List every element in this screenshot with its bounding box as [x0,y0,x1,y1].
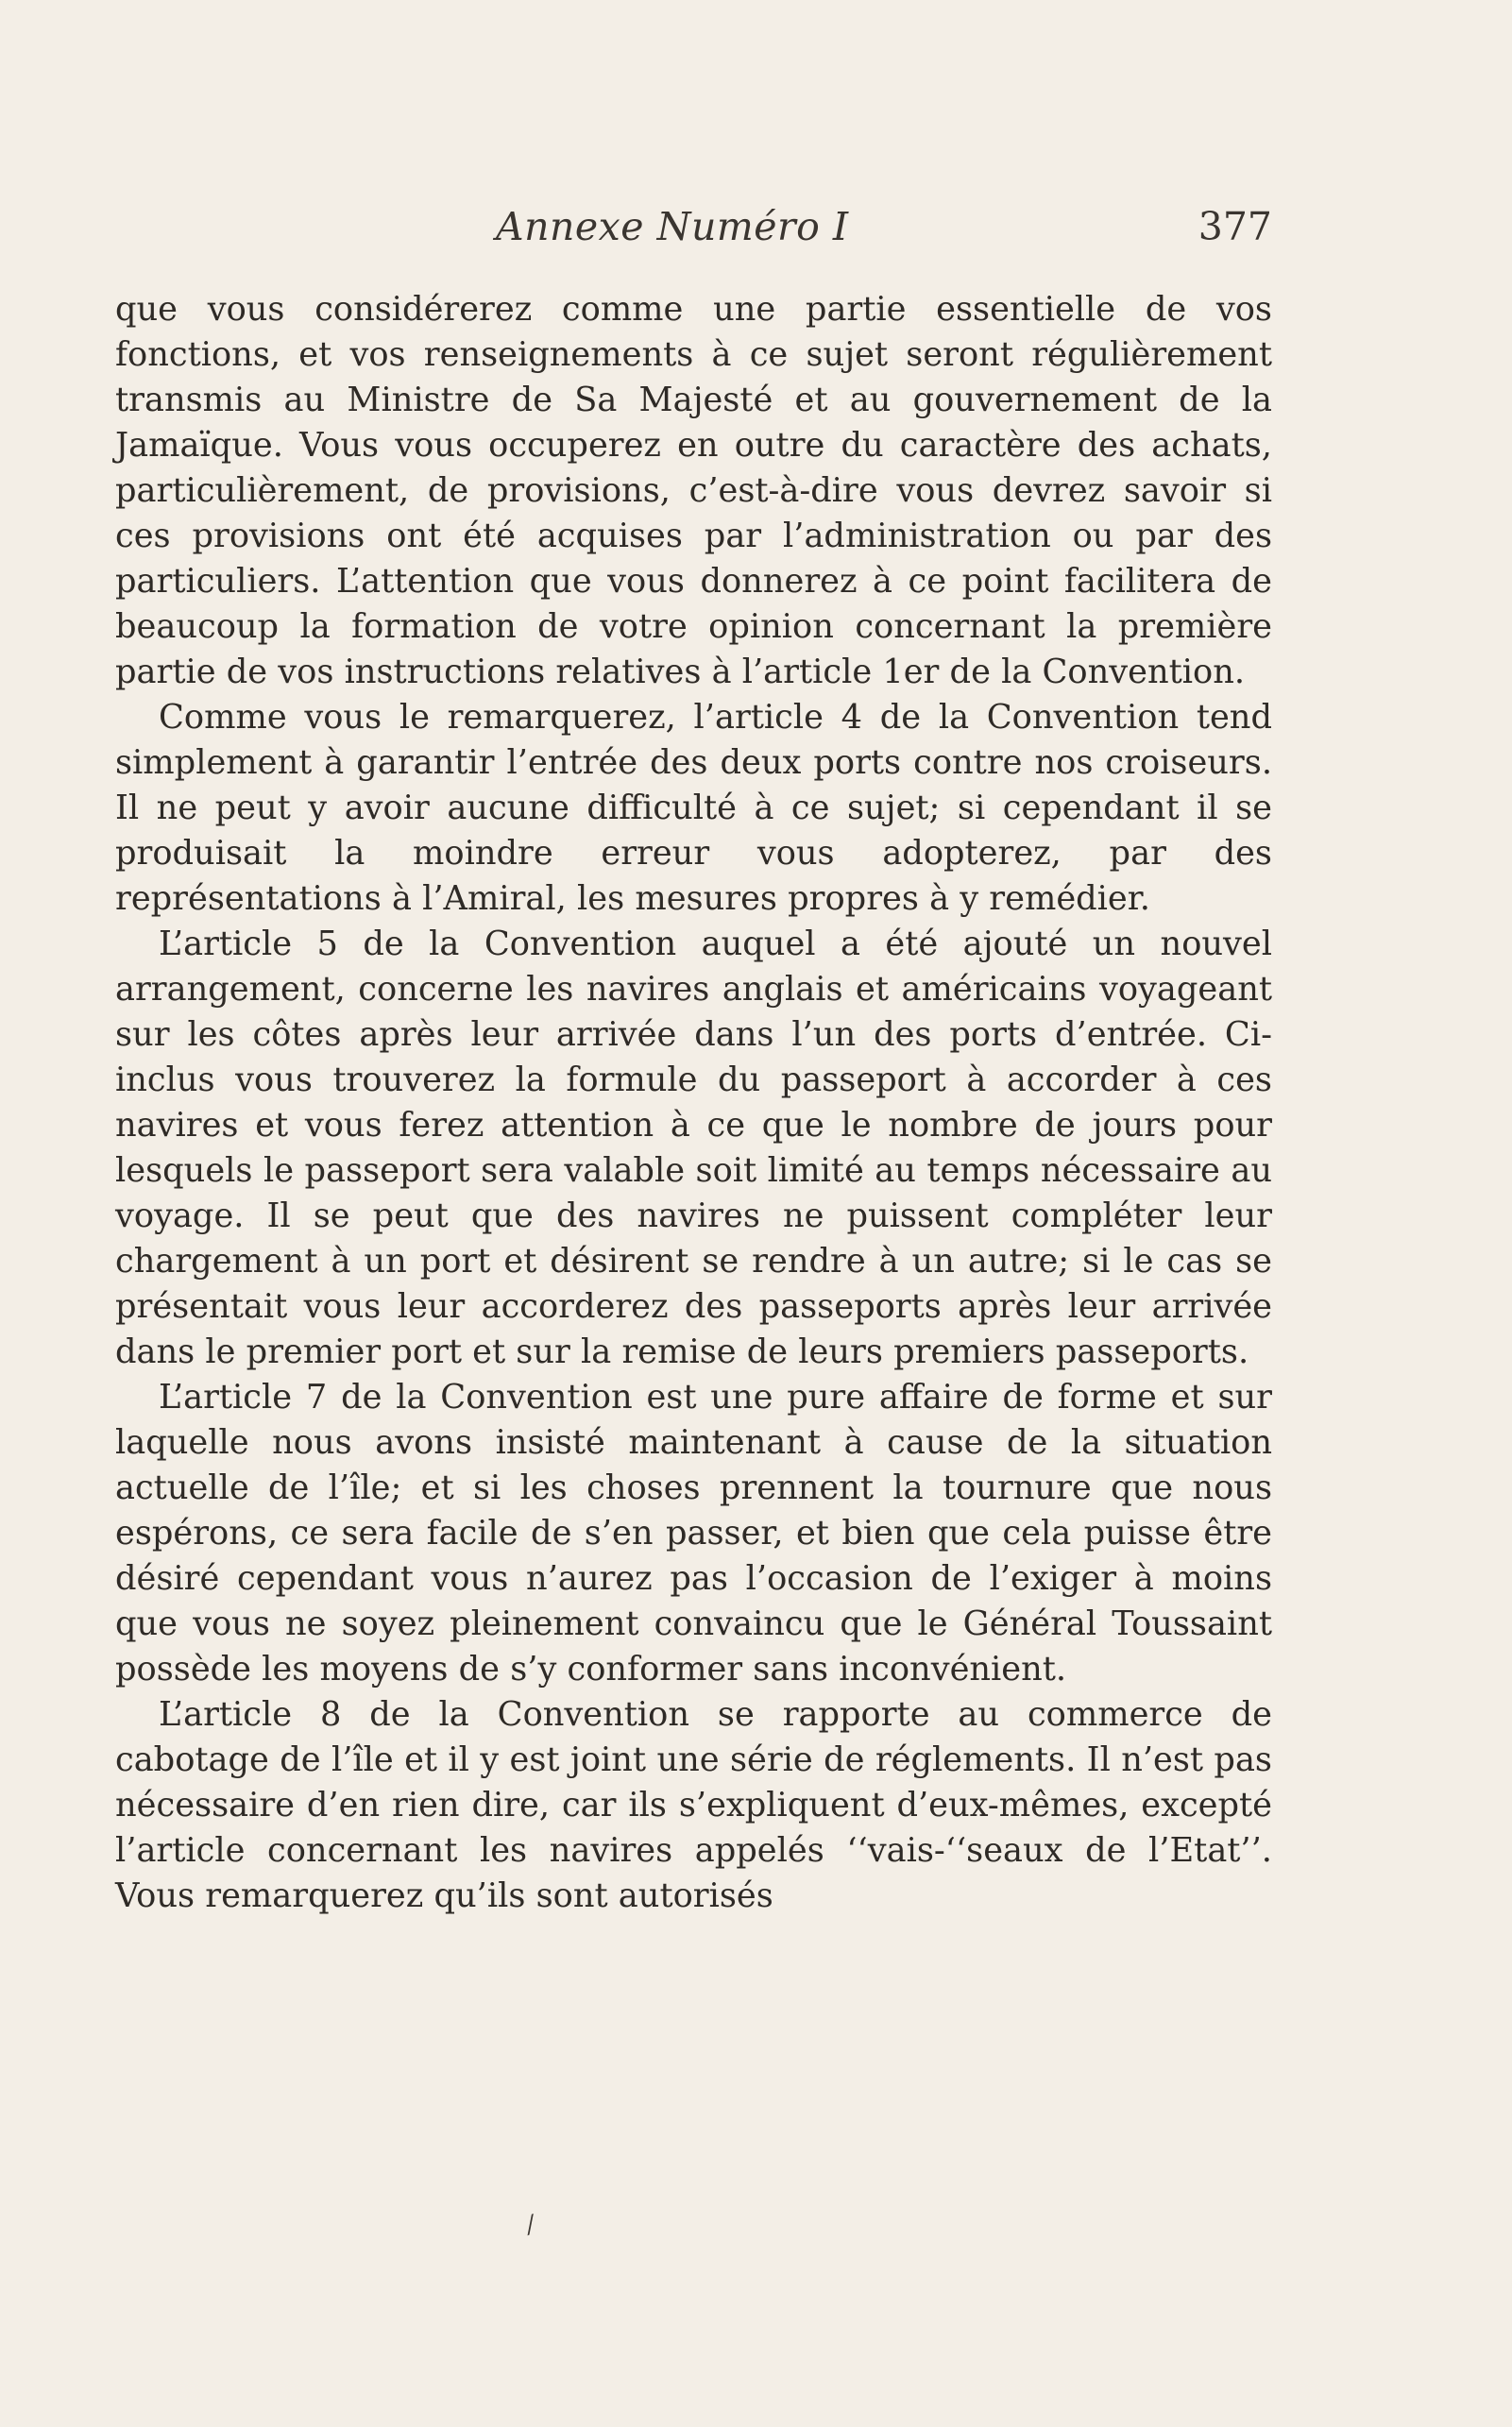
paragraph-4: L’article 7 de la Convention est une pure affaire de forme et sur laquelle nous avons insisté maintenant à cause de la situation actuelle de l’île; et si les choses prennent la tournure que nous espérons, ce sera facile de s’en passer, et bien que cela puisse être désiré cependant vous n’aurez pas l’occasion de l’exiger à moins que vous ne soyez pleinement convaincu que le Général Toussaint possède les moyens de s’y conformer sans inconvénient. [115,1378,1272,1689]
running-header [115,204,1272,261]
paragraph-1: que vous considérerez comme une partie essentielle de vos fonctions, et vos renseignements à ce sujet seront régulièrement transmis au Ministre de Sa Majesté et au gouvernement de la Jamaïque. Vous vous occuperez en outre du caractère des achats, particulièrement, de provisions, c’est-à-dire vous devrez savoir si ces provisions ont été acquises par l’administration ou par des particuliers. L’attention que vous donnerez à ce point facilitera de beaucoup la formation de votre opinion concernant la première partie de vos instructions relatives à l’article 1er de la Convention. [115,290,1272,691]
pencil-mark: ⁄ [524,2212,538,2240]
page-number: 377 [1198,204,1272,249]
paragraph-3: L’article 5 de la Convention auquel a été ajouté un nouvel arrangement, concerne les navires anglais et américains voyageant sur les côtes après leur arrivée dans l’un des ports d’entrée. Ci-inclus vous trouverez la formule du passeport à accorder à ces navires et vous ferez attention à ce que le nombre de jours pour lesquels le passeport sera valable soit limité au temps nécessaire au voyage. Il se peut que des navires ne puissent compléter leur chargement à un port et désirent se rendre à un autre; si le cas se présentait vous leur accorderez des passeports après leur arrivée dans le premier port et sur la remise de leurs premiers passeports. [115,925,1272,1371]
running-title: Annexe Numéro I [496,204,849,249]
paragraph-5: L’article 8 de la Convention se rapporte au commerce de cabotage de l’île et il y est joint une série de réglements. Il n’est pas nécessaire d’en rien dire, car ils s’expliquent d’eux-mêmes, excepté l’article concernant les navires appelés ‘‘vais-‘‘seaux de l’Etat’’. Vous remarquerez qu’ils sont autorisés [115,1695,1272,1915]
body-text [115,287,1272,1919]
paragraph-2: Comme vous le remarquerez, l’article 4 de la Convention tend simplement à garantir l’entrée des deux ports contre nos croiseurs. Il ne peut y avoir aucune difficulté à ce sujet; si cependant il se produisait la moindre erreur vous adopterez, par des représentations à l’Amiral, les mesures propres à y remédier. [115,698,1272,918]
